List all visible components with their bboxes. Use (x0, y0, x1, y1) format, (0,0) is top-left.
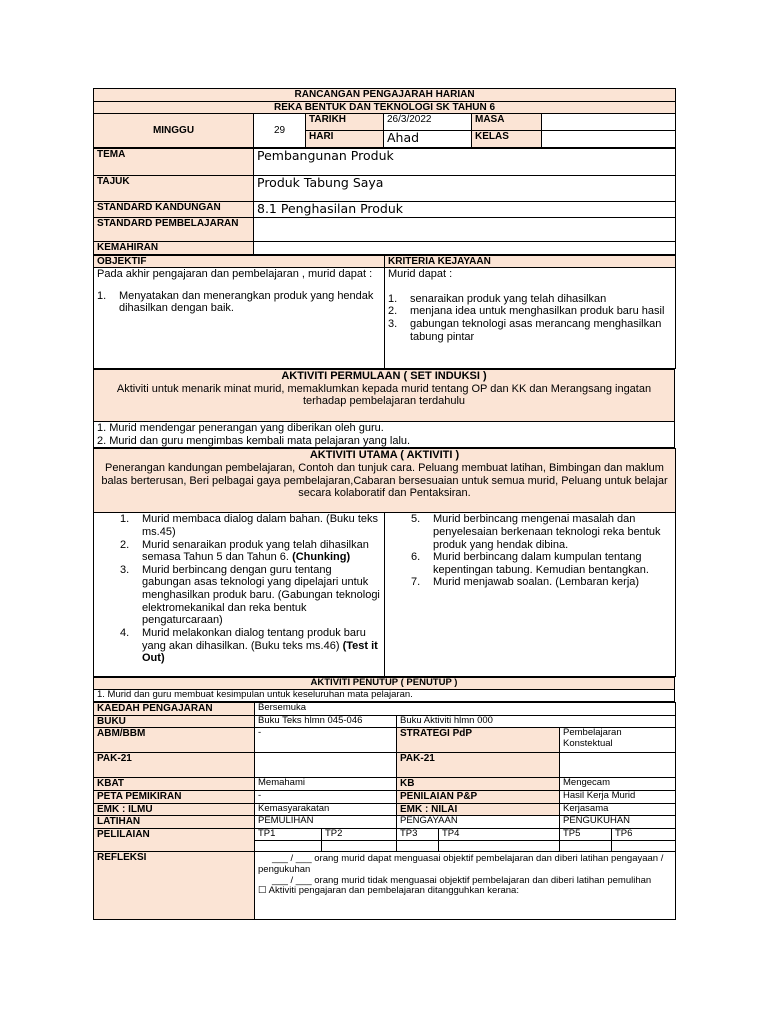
pak21-value (255, 753, 397, 778)
tp2-cell: TP2 (322, 828, 397, 840)
objektif-list (97, 290, 381, 315)
strategi-value: Pembelajaran Konstektual (560, 728, 676, 753)
tema-label: TEMA (94, 149, 254, 176)
list-item: 3. Murid berbincang dengan guru tentang gabungan asas teknologi yang dipelajari untuk menghasilkan produk baru. (Gabungan teknologi elektromekanikal dan reka bentuk pengaturcaraan) (120, 563, 380, 627)
latihan-label: LATIHAN (94, 816, 255, 829)
abm-label: ABM/BBM (94, 728, 255, 753)
refleksi-line-2: ___ / ___ orang murid tidak menguasai objektif pembelajaran dan diberi latihan pemulihan (272, 874, 652, 886)
latihan-pengayaan: PENGAYAAN (397, 816, 560, 829)
emk-nilai-label: EMK : NILAI (397, 803, 560, 816)
tarikh-label: TARIKH (306, 114, 384, 131)
tp5-mark (560, 840, 612, 851)
refleksi-line-1: ___ / ___ orang murid dapat menguasai objektif pembelajaran dan diberi latihan pengayaan / pengukuhan (258, 852, 664, 875)
masa-value (542, 114, 676, 131)
latihan-pemulihan: PEMULIHAN (255, 816, 397, 829)
peta-label: PETA PEMIKIRAN (94, 791, 255, 804)
permulaan-table (93, 369, 675, 448)
tp4-cell: TP4 (439, 828, 560, 840)
utama-table (93, 448, 676, 677)
pak21-value-2 (560, 753, 676, 778)
kaedah-value: Bersemuka (255, 703, 676, 716)
permulaan-content (94, 422, 675, 448)
buku-label: BUKU (94, 715, 255, 728)
list-item: 6. Murid berbincang dalam kumpulan tentang kepentingan tabung. Kemudian bentangkan. (411, 551, 649, 576)
kriteria-content (385, 268, 676, 369)
pak21-label-2: PAK-21 (397, 753, 560, 778)
strategi-label: STRATEGI PdP (397, 728, 560, 753)
list-item: 5. Murid berbincang mengenai masalah dan penyelesaian berkenaan teknologi reka bentuk produk yang hendak dibina. (411, 513, 661, 551)
buku-value-2: Buku Aktiviti hlmn 000 (397, 715, 676, 728)
kriteria-label: KRITERIA KEJAYAAN (385, 255, 676, 268)
penutup-title: AKTIVITI PENUTUP ( PENUTUP ) (94, 678, 675, 690)
emk-ilmu-label: EMK : ILMU (94, 803, 255, 816)
utama-title: AKTIVITI UTAMA ( AKTIVITI ) (309, 449, 460, 462)
header-table (93, 88, 676, 148)
tajuk-value: Produk Tabung Saya (254, 176, 676, 202)
abm-value: - (255, 728, 397, 753)
tp1-cell: TP1 (255, 828, 322, 840)
plan-title: RANCANGAN PENGAJARAH HARIAN (94, 89, 676, 102)
utama-right (385, 513, 676, 677)
minggu-label: MINGGU (94, 114, 254, 148)
penilaian-value: Hasil Kerja Murid (560, 791, 676, 804)
standard-kandungan-label: STANDARD KANDUNGAN (94, 202, 254, 218)
penutup-table (93, 677, 675, 702)
utama-desc: Penerangan kandungan pembelajaran, Contoh dan tunjuk cara. Peluang membuat latihan, Bimbingan dan maklum balas berterusan, Beri pelbagai gaya pembelajaran,Cabaran bersesuaian untuk semua murid, Peluang untuk belajar secara kolaboratif dan Pentaksiran. (101, 461, 668, 500)
hari-value: Ahad (384, 131, 472, 148)
minggu-value: 29 (254, 114, 306, 148)
standard-pembelajaran-label: STANDARD PEMBELAJARAN (94, 218, 254, 242)
kemahiran-label: KEMAHIRAN (94, 242, 254, 255)
refleksi-line-3: ☐ Aktiviti pengajaran dan pembelajaran ditangguhkan kerana: (258, 885, 519, 897)
refleksi-label: REFLEKSI (94, 851, 255, 919)
tp1-mark (255, 840, 322, 851)
kelas-value (542, 131, 676, 148)
standard-pembelajaran-value (254, 218, 676, 242)
kemahiran-value (254, 242, 676, 255)
permulaan-line-1: 1. Murid mendengar penerangan yang diberikan oleh guru. (97, 422, 384, 434)
kb-value: Mengecam (560, 778, 676, 791)
tp4-mark (439, 840, 560, 851)
penutup-line-1: 1. Murid dan guru membuat kesimpulan untuk keseluruhan mata pelajaran. (94, 690, 675, 702)
kaedah-label: KAEDAH PENGAJARAN (94, 703, 255, 716)
list-item: 3. gabungan teknologi asas merancang menghasilkan tabung pintar (388, 317, 662, 343)
list-item: 4. Murid melakonkan dialog tentang produk baru yang akan dihasilkan. (Buku teks ms.46) (Test it Out) (120, 627, 378, 665)
peta-value: - (255, 791, 397, 804)
masa-label: MASA (472, 114, 542, 131)
pak21-label: PAK-21 (94, 753, 255, 778)
latihan-pengukuhan: PENGUKUHAN (560, 816, 676, 829)
permulaan-title: AKTIVITI PERMULAAN ( SET INDUKSI ) (281, 370, 487, 382)
utama-header (94, 449, 676, 513)
tp6-cell: TP6 (612, 828, 676, 840)
kriteria-intro: Murid dapat : (388, 268, 453, 280)
emk-nilai-value: Kerjasama (560, 803, 676, 816)
objective-table (93, 255, 676, 370)
tp5-cell: TP5 (560, 828, 612, 840)
list-item: 1. senaraikan produk yang telah dihasilkan (388, 292, 607, 305)
kb-label: KB (397, 778, 560, 791)
tp3-cell: TP3 (397, 828, 439, 840)
list-item: 1. Murid membaca dialog dalam bahan. (Buku teks ms.45) (120, 513, 379, 538)
utama-left-list (120, 513, 381, 665)
buku-value-1: Buku Teks hlmn 045-046 (255, 715, 397, 728)
list-item: 2. menjana idea untuk menghasilkan produk baru hasil (388, 305, 665, 318)
pelilaian-label: PELILAIAN (94, 828, 255, 851)
topic-table (93, 148, 676, 255)
utama-right-list (411, 513, 672, 589)
hari-label: HARI (306, 131, 384, 148)
kbat-label: KBAT (94, 778, 255, 791)
penilaian-label: PENILAIAN P&P (397, 791, 560, 804)
lesson-plan-sheet (93, 88, 675, 920)
permulaan-line-2: 2. Murid dan guru mengimbas kembali mata pelajaran yang lalu. (97, 434, 411, 447)
permulaan-desc: Aktiviti untuk menarik minat murid, memaklumkan kepada murid tentang OP dan KK dan Merangsang ingatan terhadap pembelajaran terdahulu (116, 382, 652, 408)
emk-ilmu-value: Kemasyarakatan (255, 803, 397, 816)
standard-kandungan-value: 8.1 Penghasilan Produk (254, 202, 676, 218)
tarikh-value: 26/3/2022 (384, 114, 472, 131)
plan-subtitle: REKA BENTUK DAN TEKNOLOGI SK TAHUN 6 (94, 101, 676, 114)
list-item: 2. Murid senaraikan produk yang telah dihasilkan semasa Tahun 5 dan Tahun 6. (Chunking) (120, 538, 369, 564)
list-item: 1. Menyatakan dan menerangkan produk yang hendak dihasilkan dengan baik. (97, 289, 374, 315)
bottom-table (93, 702, 676, 920)
objektif-content (94, 268, 385, 369)
list-item: 7. Murid menjawab soalan. (Lembaran kerja) (411, 576, 640, 589)
tp2-mark (322, 840, 397, 851)
kriteria-list (388, 293, 672, 344)
refleksi-content (255, 851, 676, 919)
objektif-intro: Pada akhir pengajaran dan pembelajaran , murid dapat : (97, 268, 373, 280)
kelas-label: KELAS (472, 131, 542, 148)
tp6-mark (612, 840, 676, 851)
kbat-value: Memahami (255, 778, 397, 791)
permulaan-header (94, 370, 675, 422)
objektif-label: OBJEKTIF (94, 255, 385, 268)
utama-left (94, 513, 385, 677)
tp3-mark (397, 840, 439, 851)
tema-value: Pembangunan Produk (254, 149, 676, 176)
tajuk-label: TAJUK (94, 176, 254, 202)
